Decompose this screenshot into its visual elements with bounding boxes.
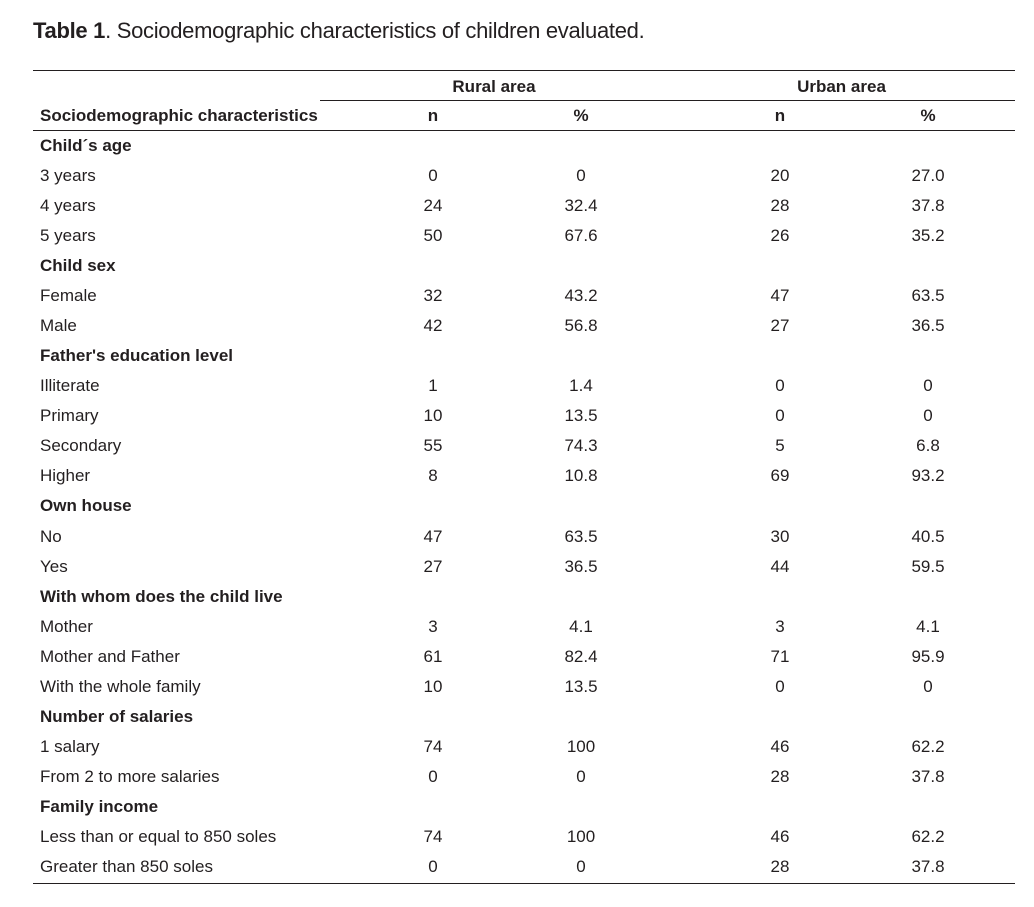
cell-rural-pct: 10.8: [564, 466, 598, 486]
row-label: 4 years: [40, 196, 96, 216]
cell-rural-n: 50: [423, 226, 443, 246]
cell-urban-n: 0: [775, 406, 785, 426]
row-label: With the whole family: [40, 676, 201, 696]
category-heading: Child sex: [40, 256, 116, 276]
cell-rural-n: 0: [428, 856, 438, 876]
cell-urban-n: 28: [770, 196, 790, 216]
cell-urban-n: 28: [770, 856, 790, 876]
cell-rural-n: 42: [423, 316, 443, 336]
column-header-urban-pct: %: [920, 106, 936, 125]
cell-rural-pct: 13.5: [564, 676, 598, 696]
cell-urban-n: 0: [775, 376, 785, 396]
cell-urban-n: 46: [770, 826, 790, 846]
cell-rural-pct: 32.4: [564, 196, 598, 216]
cell-urban-n: 44: [770, 556, 790, 576]
row-label: Greater than 850 soles: [40, 856, 213, 876]
cell-rural-pct: 36.5: [564, 556, 598, 576]
cell-urban-pct: 4.1: [916, 616, 940, 636]
cell-urban-pct: 0: [923, 676, 933, 696]
row-label: Higher: [40, 466, 91, 486]
caption-text: . Sociodemographic characteristics of children evaluated.: [105, 18, 645, 43]
column-header-rural-n: n: [427, 106, 439, 125]
row-label: Secondary: [40, 436, 122, 456]
cell-urban-pct: 37.8: [911, 766, 945, 786]
cell-urban-pct: 35.2: [911, 226, 945, 246]
cell-urban-n: 30: [770, 526, 790, 546]
cell-urban-pct: 63.5: [911, 286, 945, 306]
cell-rural-n: 0: [428, 166, 438, 186]
row-label: 5 years: [40, 226, 96, 246]
category-heading: With whom does the child live: [40, 586, 283, 606]
cell-rural-pct: 67.6: [564, 226, 598, 246]
cell-rural-n: 0: [428, 766, 438, 786]
bottom-rule: [33, 883, 1015, 884]
cell-rural-pct: 63.5: [564, 526, 598, 546]
cell-rural-n: 8: [428, 466, 438, 486]
group-header-rural: Rural area: [452, 77, 536, 96]
cell-urban-n: 20: [770, 166, 790, 186]
category-heading: Father's education level: [40, 346, 233, 366]
row-label: Less than or equal to 850 soles: [40, 826, 277, 846]
cell-urban-pct: 59.5: [911, 556, 945, 576]
cell-rural-pct: 0: [576, 766, 586, 786]
cell-urban-pct: 40.5: [911, 526, 945, 546]
row-label: No: [40, 526, 62, 546]
cell-rural-n: 10: [423, 406, 443, 426]
row-label: From 2 to more salaries: [40, 766, 220, 786]
cell-rural-n: 32: [423, 286, 443, 306]
cell-rural-n: 1: [428, 376, 438, 396]
cell-rural-n: 61: [423, 646, 443, 666]
cell-urban-pct: 0: [923, 406, 933, 426]
category-heading: Family income: [40, 796, 159, 816]
cell-urban-n: 71: [770, 646, 790, 666]
cell-rural-pct: 1.4: [569, 376, 593, 396]
cell-rural-pct: 100: [566, 826, 596, 846]
cell-urban-n: 26: [770, 226, 790, 246]
cell-urban-n: 28: [770, 766, 790, 786]
row-label: 1 salary: [40, 736, 100, 756]
cell-urban-n: 47: [770, 286, 790, 306]
cell-rural-pct: 0: [576, 166, 586, 186]
column-header-characteristics: Sociodemographic characteristics: [40, 106, 318, 125]
caption-label: Table 1: [33, 18, 106, 43]
row-label: Primary: [40, 406, 99, 426]
cell-rural-pct: 82.4: [564, 646, 598, 666]
cell-rural-n: 55: [423, 436, 443, 456]
cell-urban-pct: 0: [923, 376, 933, 396]
row-label: Illiterate: [40, 376, 100, 396]
cell-rural-pct: 74.3: [564, 436, 598, 456]
cell-rural-n: 47: [423, 526, 443, 546]
cell-urban-n: 3: [775, 616, 785, 636]
cell-urban-pct: 62.2: [911, 736, 945, 756]
cell-urban-pct: 93.2: [911, 466, 945, 486]
cell-rural-pct: 56.8: [564, 316, 598, 336]
column-header-rural-pct: %: [573, 106, 589, 125]
cell-urban-pct: 6.8: [916, 436, 940, 456]
cell-urban-n: 69: [770, 466, 790, 486]
header-rule: [33, 130, 1015, 131]
column-header-urban-n: n: [774, 106, 786, 125]
row-label: Female: [40, 286, 97, 306]
cell-rural-pct: 0: [576, 856, 586, 876]
top-rule: [33, 70, 1015, 71]
cell-rural-n: 74: [423, 826, 443, 846]
cell-rural-pct: 4.1: [569, 616, 593, 636]
row-label: Mother and Father: [40, 646, 180, 666]
cell-rural-pct: 13.5: [564, 406, 598, 426]
cell-rural-pct: 43.2: [564, 286, 598, 306]
cell-urban-n: 27: [770, 316, 790, 336]
cell-urban-pct: 95.9: [911, 646, 945, 666]
row-label: Yes: [40, 556, 68, 576]
cell-urban-n: 46: [770, 736, 790, 756]
cell-rural-pct: 100: [566, 736, 596, 756]
cell-rural-n: 27: [423, 556, 443, 576]
cell-urban-pct: 62.2: [911, 826, 945, 846]
group-header-urban: Urban area: [797, 77, 886, 96]
cell-rural-n: 10: [423, 676, 443, 696]
cell-urban-pct: 27.0: [911, 166, 945, 186]
cell-rural-n: 3: [428, 616, 438, 636]
cell-urban-n: 0: [775, 676, 785, 696]
table-caption: [33, 17, 644, 45]
row-label: 3 years: [40, 166, 96, 186]
row-label: Mother: [40, 616, 93, 636]
cell-rural-n: 24: [423, 196, 443, 216]
category-heading: Own house: [40, 496, 132, 516]
category-heading: Number of salaries: [40, 706, 194, 726]
cell-rural-n: 74: [423, 736, 443, 756]
row-label: Male: [40, 316, 77, 336]
cell-urban-pct: 37.8: [911, 196, 945, 216]
cell-urban-pct: 36.5: [911, 316, 945, 336]
cell-urban-n: 5: [775, 436, 785, 456]
category-heading: Child´s age: [40, 136, 132, 155]
cell-urban-pct: 37.8: [911, 856, 945, 876]
